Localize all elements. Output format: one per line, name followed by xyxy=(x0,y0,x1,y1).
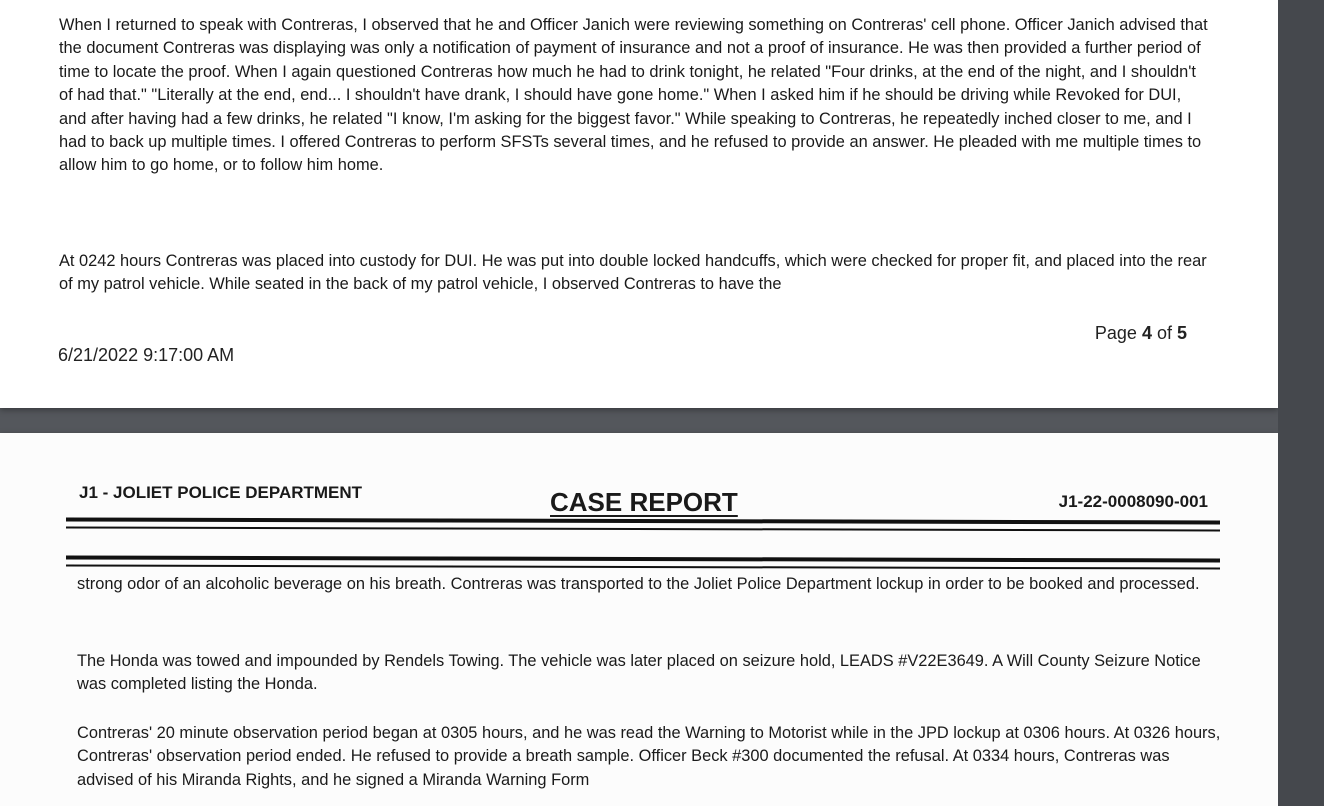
report-title: CASE REPORT xyxy=(550,487,738,517)
page-total: 5 xyxy=(1176,323,1187,343)
report-paragraph: When I returned to speak with Contreras, I observed that he and Officer Janich were reviewing something on Contreras' cell phone. Officer Janich advised that the document Contreras was displaying was only a notification of payment of insurance and not a proof of insurance. He was then provided a further period of time to locate the proof. When I again questioned Contreras how much he had to drink tonight, he related "Four drinks, at the end of the night, and I shouldn't of had that." "Literally at the end, end... I shouldn't have drank, I should have gone home." When I asked him if he should be driving while Revoked for DUI, and after having had a few drinks, he related "I know, I'm asking for the biggest favor." While speaking to Contreras, he repeatedly inched closer to me, and I had to back up multiple times. I offered Contreras to perform SFSTs several times, and he refused to provide an answer. He pleaded with me multiple times to allow him to go home, or to follow him home. xyxy=(59,16,1208,175)
report-paragraph: At 0242 hours Contreras was placed into custody for DUI. He was put into double locked handcuffs, which were checked for proper fit, and placed into the rear of my patrol vehicle. While seated in the back of my patrol vehicle, I observed Contreras to have the xyxy=(59,252,1207,294)
report-paragraph: The Honda was towed and impounded by Rendels Towing. The vehicle was later placed on seizure hold, LEADS #V22E3649. A Will County Seizure Notice was completed listing the Honda. xyxy=(77,652,1201,694)
vertical-scrollbar[interactable] xyxy=(1278,0,1324,806)
department-header: J1 - JOLIET POLICE DEPARTMENT xyxy=(79,483,363,502)
page-current: 4 xyxy=(1141,323,1152,343)
page-label-prefix: Page xyxy=(1094,323,1142,343)
report-paragraph: Contreras' 20 minute observation period began at 0305 hours, and he was read the Warning to Motorist while in the JPD lockup at 0306 hours. At 0326 hours, Contreras' observation period ended. He refused to provide a breath sample. Officer Beck #300 documented the refusal. At 0334 hours, Contreras was advised of his Miranda Rights, and he signed a Miranda Warning Form xyxy=(77,724,1221,789)
report-paragraph: strong odor of an alcoholic beverage on his breath. Contreras was transported to the Joliet Police Department lockup in order to be booked and processed. xyxy=(77,575,1200,593)
page-4 xyxy=(0,0,1278,408)
print-timestamp: 6/21/2022 9:17:00 AM xyxy=(58,345,235,365)
page-number xyxy=(1095,323,1187,344)
case-number: J1-22-0008090-001 xyxy=(1058,492,1208,511)
page-label-of: of xyxy=(1151,323,1177,343)
